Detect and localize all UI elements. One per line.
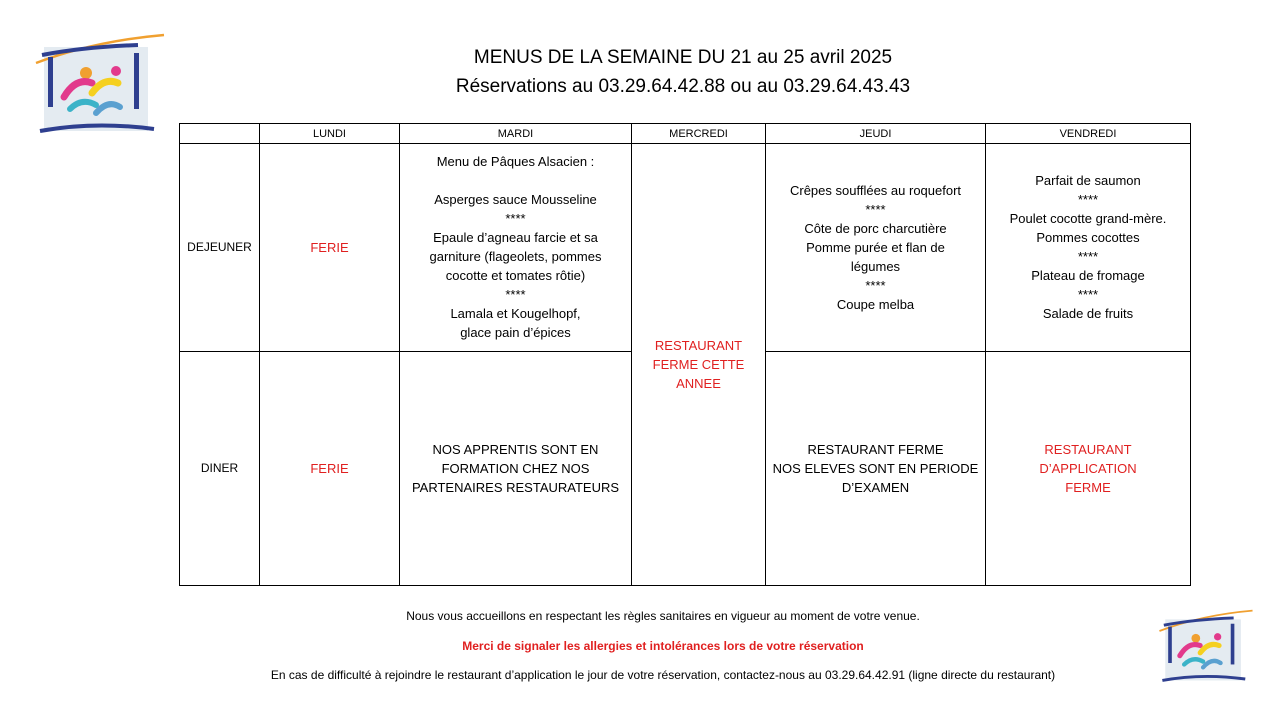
menu-line: **** bbox=[1077, 249, 1099, 265]
menu-line: Parfait de saumon bbox=[1035, 173, 1141, 189]
menu-line: D’APPLICATION bbox=[1039, 460, 1137, 476]
menu-line: D’EXAMEN bbox=[841, 479, 910, 495]
cell-dejeuner-vendredi bbox=[986, 144, 1191, 352]
menu-line: légumes bbox=[850, 258, 901, 274]
menu-line: **** bbox=[505, 287, 526, 303]
menu-line: Pomme purée et flan de bbox=[806, 239, 945, 255]
menu-line: NOS APPRENTIS SONT EN bbox=[432, 441, 599, 457]
menu-line: Lamala et Kougelhopf, bbox=[450, 306, 581, 322]
col-vendredi: VENDREDI bbox=[986, 124, 1191, 144]
page-title: MENUS DE LA SEMAINE DU 21 au 25 avril 2025 bbox=[473, 47, 893, 68]
table-row-dejeuner bbox=[180, 144, 1191, 352]
menu-line: Crêpes soufflées au roquefort bbox=[789, 182, 962, 198]
menu-line: glace pain d’épices bbox=[460, 325, 571, 341]
col-mardi: MARDI bbox=[400, 124, 632, 144]
menu-line: Asperges sauce Mousseline bbox=[434, 192, 597, 208]
cell-dejeuner-lundi: FERIE bbox=[260, 144, 400, 352]
header-row bbox=[180, 124, 1191, 144]
cell-diner-mardi bbox=[400, 351, 632, 585]
footer-contact-note: En cas de difficulté à rejoindre le restaurant d’application le jour de votre réservation, contactez-nous au 03.29.64.42.91 (ligne directe du restaurant) bbox=[270, 668, 1056, 682]
cell-diner-vendredi bbox=[986, 351, 1191, 585]
corner-cell bbox=[180, 124, 260, 144]
footer-allergy-warning: Merci de signaler les allergies et intolérances lors de votre réservation bbox=[462, 639, 864, 653]
menu-line: **** bbox=[505, 211, 526, 227]
row-label-diner: DINER bbox=[180, 351, 260, 585]
menu-line: Menu de Pâques Alsacien : bbox=[436, 154, 595, 170]
menu-line: Côte de porc charcutière bbox=[804, 220, 947, 236]
menu-line: PARTENAIRES RESTAURATEURS bbox=[411, 479, 620, 495]
menu-line: **** bbox=[865, 201, 886, 217]
menu-line: **** bbox=[1077, 192, 1099, 208]
cell-dejeuner-mardi bbox=[400, 144, 632, 352]
menu-line: FORMATION CHEZ NOS bbox=[441, 460, 590, 476]
menu-line: RESTAURANT bbox=[1044, 441, 1132, 457]
reservation-phone: Réservations au 03.29.64.42.88 ou au 03.29.64.43.43 bbox=[455, 76, 911, 97]
closed-line: RESTAURANT bbox=[654, 338, 743, 353]
col-lundi: LUNDI bbox=[260, 124, 400, 144]
cell-mercredi-closed bbox=[632, 144, 766, 586]
col-jeudi: JEUDI bbox=[766, 124, 986, 144]
menu-line: Salade de fruits bbox=[1042, 306, 1134, 322]
closed-line: ANNEE bbox=[676, 376, 721, 391]
cell-diner-lundi: FERIE bbox=[260, 351, 400, 585]
footer-sanitary-note: Nous vous accueillons en respectant les règles sanitaires en vigueur au moment de votre venue. bbox=[406, 609, 920, 623]
menu-line: RESTAURANT FERME bbox=[807, 441, 944, 457]
menu-line bbox=[406, 171, 625, 190]
cell-diner-jeudi bbox=[766, 351, 986, 585]
col-mercredi: MERCREDI bbox=[632, 124, 766, 144]
menu-line: Poulet cocotte grand-mère. bbox=[1009, 211, 1167, 227]
closed-line: FERME CETTE bbox=[652, 357, 745, 372]
menu-line: **** bbox=[1077, 287, 1099, 303]
menu-line: garniture (flageolets, pommes bbox=[429, 249, 602, 265]
menu-line: NOS ELEVES SONT EN PERIODE bbox=[772, 460, 979, 476]
menu-line: Epaule d’agneau farcie et sa bbox=[433, 230, 598, 246]
row-label-dejeuner: DEJEUNER bbox=[180, 144, 260, 352]
weekly-menu-table bbox=[179, 123, 1191, 586]
school-logo-small bbox=[1158, 605, 1254, 689]
menu-line: **** bbox=[865, 277, 886, 293]
cell-dejeuner-jeudi bbox=[766, 144, 986, 352]
menu-line: FERME bbox=[1065, 479, 1111, 495]
menu-line: Coupe melba bbox=[836, 296, 915, 312]
menu-line: cocotte et tomates rôtie) bbox=[445, 268, 586, 284]
menu-line: Pommes cocottes bbox=[1036, 230, 1140, 246]
menu-line: Plateau de fromage bbox=[1031, 268, 1145, 284]
